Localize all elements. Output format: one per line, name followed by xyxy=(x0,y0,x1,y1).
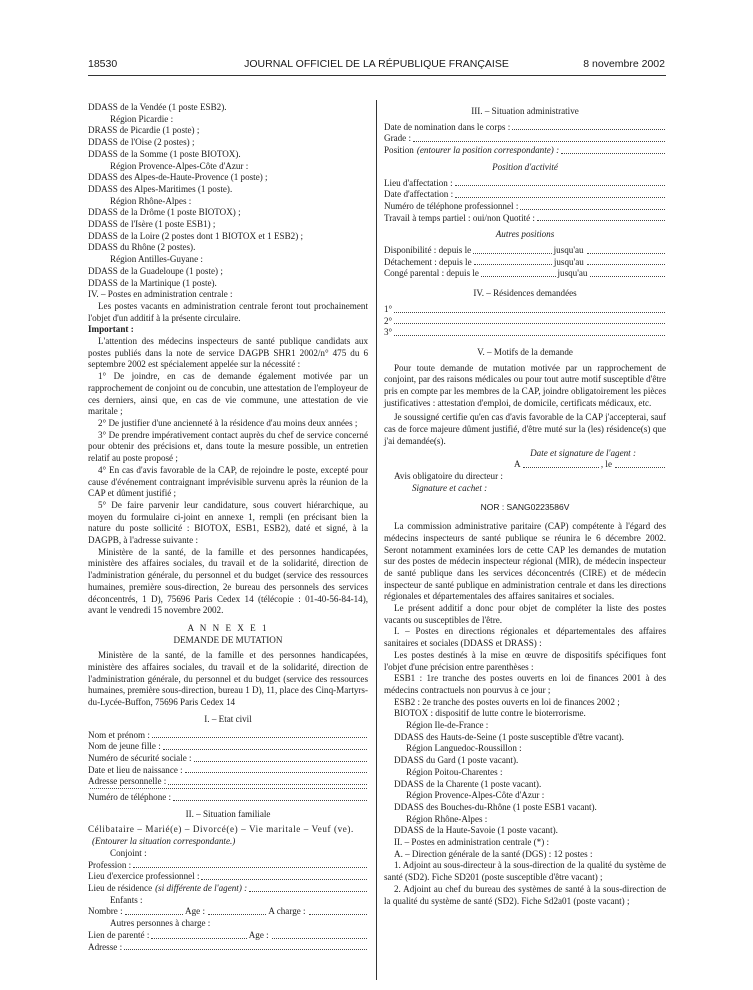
subheading-children: Enfants : xyxy=(110,894,143,905)
paragraph: 1° De joindre, en cas de demande également motivée par un rapprochement de conjoint ou de concubin, une attestation de l'employeur de ces derniers, ainsi que, en cas de vie commune, une attestation de vie maritale ; xyxy=(88,371,368,417)
paragraph: Je soussigné certifie qu'en cas d'avis favorable de la CAP j'accepterai, sauf cas de force majeure dûment justifié, d'être muté sur la (les) résidence(s) que j'ai demandée(s). xyxy=(384,412,666,446)
section-heading: II. – Situation familiale xyxy=(185,808,271,819)
region-heading: Région Poitou-Charentes : xyxy=(406,766,503,777)
section-heading: IV. – Postes en administration centrale : xyxy=(88,289,233,300)
section-heading: IV. – Résidences demandées xyxy=(473,288,577,299)
paragraph: 3° De prendre impérativement contact auprès du chef de service concerné pour obtenir des précisions et, dans toute la mesure possible, un entretien relatif au poste proposé ; xyxy=(88,429,368,464)
text-line: DDASS de la Loire (2 postes dont 1 BIOTOX et 1 ESB2) ; xyxy=(88,230,304,241)
director-signature-label: Signature et cachet : xyxy=(412,482,488,493)
text-line: DDASS de la Charente (1 poste vacant). xyxy=(394,778,542,789)
text-line: DDASS de l'Isère (1 poste ESB1) ; xyxy=(88,219,216,230)
paragraph: ESB1 : 1re tranche des postes ouverts en loi de finances 2001 à des médecins contractuels non pourvus à ce jour ; xyxy=(384,673,666,695)
text-line: DDASS de la Haute-Savoie (1 poste vacant). xyxy=(394,825,558,836)
issue-date: 8 novembre 2002 xyxy=(583,58,665,70)
paragraph: L'attention des médecins inspecteurs de santé publique candidats aux postes publiés dans la note de service DAGPB SHR1 2002/n° 475 du 6 septembre 2002 est spécialement appelée sur la nécessité : xyxy=(88,336,368,370)
paragraph: 2. Adjoint au chef du bureau des systèmes de santé à la sous-direction de la qualité du système de santé (SD2). Fiche Sd2a01 (poste vacant) ; xyxy=(384,883,666,906)
page-header xyxy=(0,58,753,72)
paragraph: Le présent additif a donc pour objet de compléter la liste des postes vacants ou susceptibles de l'être. xyxy=(384,603,666,625)
form-field-profession[interactable]: Profession : xyxy=(88,860,368,872)
paragraph: 4° En cas d'avis favorable de la CAP, de rejoindre le poste, excepté pour cause d'événement contraignant imprévisible survenu après la réunion de la CAP et dûment justifié ; xyxy=(88,464,368,499)
form-field-workplace[interactable]: Lieu d'exercice professionnel : xyxy=(88,871,368,883)
important-heading: Important : xyxy=(88,324,134,335)
text-line: DDASS des Alpes-Maritimes (1 poste). xyxy=(88,183,233,194)
section-heading: V. – Motifs de la demande xyxy=(477,346,573,357)
form-field-nomination-date[interactable]: Date de nomination dans le corps : xyxy=(384,122,666,134)
paragraph: Ministère de la santé, de la famille et des personnes handicapées, ministère des affaires sociales, du travail et de la solidarité, direction de l'administration générale, du personnel et du budget (service des ressources humaines, première sous-direction, 2e bureau des personnels des services déconcentrés, 1 D), 75696 Paris Cedex 14 (télécopie : 01-40-56-84-14), avant le vendredi 15 novembre 2002. xyxy=(88,546,368,616)
section-heading: III. – Situation administrative xyxy=(471,106,579,116)
left-column xyxy=(88,102,368,953)
text-line: DDASS de la Guadeloupe (1 poste) ; xyxy=(88,265,223,276)
form-field-dependent-address[interactable]: Adresse : xyxy=(88,942,368,954)
region-heading: Région Ile-de-France : xyxy=(406,720,489,731)
journal-title: JOURNAL OFFICIEL DE LA RÉPUBLIQUE FRANÇAISE xyxy=(244,58,509,70)
form-field-residence-2[interactable]: 2° xyxy=(384,316,666,328)
form-field-part-time[interactable]: Travail à temps partiel : oui/non Quotité : xyxy=(384,213,666,225)
form-field-phone[interactable]: Numéro de téléphone : xyxy=(88,792,368,804)
region-heading: Région Languedoc-Roussillon : xyxy=(406,743,522,754)
region-heading: Région Antilles-Guyane : xyxy=(110,254,203,265)
section-heading: II. – Postes en administration centrale (*) : xyxy=(394,837,550,848)
text-line: DDASS des Hauts-de-Seine (1 poste susceptible d'être vacant). xyxy=(394,731,624,742)
paragraph: 2° De justifier d'une ancienneté à la résidence d'au moins deux années ; xyxy=(98,417,358,428)
text-line: DDASS de la Vendée (1 poste ESB2). xyxy=(88,102,227,112)
annexe-subtitle: DEMANDE DE MUTATION xyxy=(173,634,283,645)
form-field-residence[interactable]: Lieu de résidence (si différente de l'agent) : xyxy=(88,883,368,895)
paragraph: Pour toute demande de mutation motivée par un rapprochement de conjoint, par des raisons médicales ou pour tout autre motif susceptible d'être pris en compte par les membres de la CAP, joindre obligatoirement les pièces justificatives : attestation d'emploi, de domicile, certificats médicaux, etc. xyxy=(384,362,666,408)
right-column xyxy=(384,106,666,907)
annexe-title: A N N E X E 1 xyxy=(187,622,269,633)
form-field-availability[interactable]: Disponibilité : depuis le jusqu'au xyxy=(384,245,666,257)
nor-reference: NOR : SANG0223586V xyxy=(480,502,570,513)
text-line: DRASS de Picardie (1 poste) ; xyxy=(88,125,200,136)
paragraph: La commission administrative paritaire (CAP) compétente à l'égard des médecins inspecteurs de santé publique se réunira le 6 décembre 2002. Seront notamment examinées lors de cette CAP les demandes de mutation sur des postes de médecin inspecteur régional (MIR), de médecin inspecteur de santé publique dans les services déconcentrés (CIRE) et de médecin inspecteur de santé publique en administration centrale et dans les directions régionales et départementales des affaires sanitaires et sociales. xyxy=(384,521,666,602)
form-field-signature-place[interactable]: A , le xyxy=(384,459,666,471)
form-field-position[interactable]: Position (entourer la position correspondante) : xyxy=(384,145,666,157)
form-field-residence-3[interactable]: 3° xyxy=(384,327,666,339)
paragraph: Les postes vacants en administration centrale feront tout prochainement l'objet d'un additif à la présente circulaire. xyxy=(88,300,368,323)
form-field-residence-1[interactable]: 1° xyxy=(384,304,666,316)
marital-options[interactable]: Célibataire – Marié(e) – Divorcé(e) – Vie maritale – Veuf (ve). xyxy=(88,824,354,835)
marital-note: (Entourer la situation correspondante.) xyxy=(92,836,236,847)
paragraph: BIOTOX : dispositif de lutte contre le bioterrorisme. xyxy=(394,708,586,719)
section-heading: A. – Direction générale de la santé (DGS) : 12 postes : xyxy=(394,848,593,859)
text-line: DDASS des Bouches-du-Rhône (1 poste ESB1 vacant). xyxy=(394,801,597,812)
paragraph: 5° De faire parvenir leur candidature, sous couvert hiérarchique, au moyen du formulaire ci-joint en annexe 1, rempli (en précisant bien la nature du poste sollicité : BIOTOX, ESB1, ESB2), daté et signé, à la DAGPB, à l'adresse suivante : xyxy=(88,499,368,546)
form-field-secondment[interactable]: Détachement : depuis le jusqu'au xyxy=(384,257,666,269)
form-field-grade[interactable]: Grade : xyxy=(384,133,666,145)
region-heading: Région Rhône-Alpes : xyxy=(110,195,192,206)
form-field-relationship[interactable]: Lien de parenté : Age : xyxy=(88,930,368,942)
form-field-birth[interactable]: Date et lieu de naissance : xyxy=(88,765,368,777)
region-heading: Région Provence-Alpes-Côte d'Azur : xyxy=(110,160,249,171)
paragraph: ESB2 : 2e tranche des postes ouverts en loi de finances 2002 ; xyxy=(394,696,620,707)
paragraph: Ministère de la santé, de la famille et des personnes handicapées, ministère des affaires sociales, du travail et de la solidarité, direction de l'administration générale, du personnel et du budget (service des ressources humaines, première sous-direction, bureau 1 D), 11, place des Cinq-Martyrs-du-Lycée-Buffon, 75696 Paris Cedex 14 xyxy=(88,650,368,708)
text-line: DDASS de la Somme (1 poste BIOTOX). xyxy=(88,148,241,159)
text-line: DDASS de l'Oise (2 postes) ; xyxy=(88,137,195,148)
form-field-work-phone[interactable]: Numéro de téléphone professionnel : xyxy=(384,201,666,213)
form-field-assignment-place[interactable]: Lieu d'affectation : xyxy=(384,178,666,190)
subsection-heading: Autres positions xyxy=(495,229,555,240)
subheading-spouse: Conjoint : xyxy=(110,847,147,858)
region-heading: Région Picardie : xyxy=(110,113,174,124)
text-line: DDASS du Gard (1 poste vacant). xyxy=(394,755,519,766)
agent-signature-label: Date et signature de l'agent : xyxy=(530,447,636,458)
form-field-parental-leave[interactable]: Congé parental : depuis le jusqu'au xyxy=(384,268,666,280)
paragraph: 1. Adjoint au sous-directeur à la sous-direction de la qualité du système de santé (SD2). Fiche SD201 (poste susceptible d'être vacant) ; xyxy=(384,860,666,883)
text-line: DDASS de la Drôme (1 poste BIOTOX) ; xyxy=(88,207,241,218)
paragraph: Les postes destinés à la mise en œuvre de dispositifs spécifiques font l'objet d'une précision entre parenthèses : xyxy=(384,649,666,672)
header-rule xyxy=(88,75,666,76)
region-heading: Région Rhône-Alpes : xyxy=(406,813,488,824)
text-line: DDASS de la Martinique (1 poste). xyxy=(88,277,217,288)
text-line: DDASS du Rhône (2 postes). xyxy=(88,242,196,253)
subheading-other-dependents: Autres personnes à charge : xyxy=(110,918,211,929)
form-field-address[interactable]: Adresse personnelle : xyxy=(88,776,368,788)
region-heading: Région Provence-Alpes-Côte d'Azur : xyxy=(406,790,545,801)
section-heading: I. – Etat civil xyxy=(204,713,252,724)
paragraph: I. – Postes en directions régionales et départementales des affaires sanitaires et sociales (DDASS et DRASS) : xyxy=(384,626,666,649)
form-field-assignment-date[interactable]: Date d'affectation : xyxy=(384,189,666,201)
subsection-heading: Position d'activité xyxy=(492,161,558,172)
form-field-maiden-name[interactable]: Nom de jeune fille : xyxy=(88,741,368,753)
form-field-name[interactable]: Nom et prénom : xyxy=(88,730,368,742)
form-field-children[interactable]: Nombre : Age : A charge : xyxy=(88,906,368,918)
column-divider xyxy=(376,100,377,980)
director-opinion-label: Avis obligatoire du directeur : xyxy=(394,470,503,481)
page-number: 18530 xyxy=(88,58,118,70)
text-line: DDASS des Alpes-de-Haute-Provence (1 poste) ; xyxy=(88,172,268,183)
form-field-social-security[interactable]: Numéro de sécurité sociale : xyxy=(88,753,368,765)
